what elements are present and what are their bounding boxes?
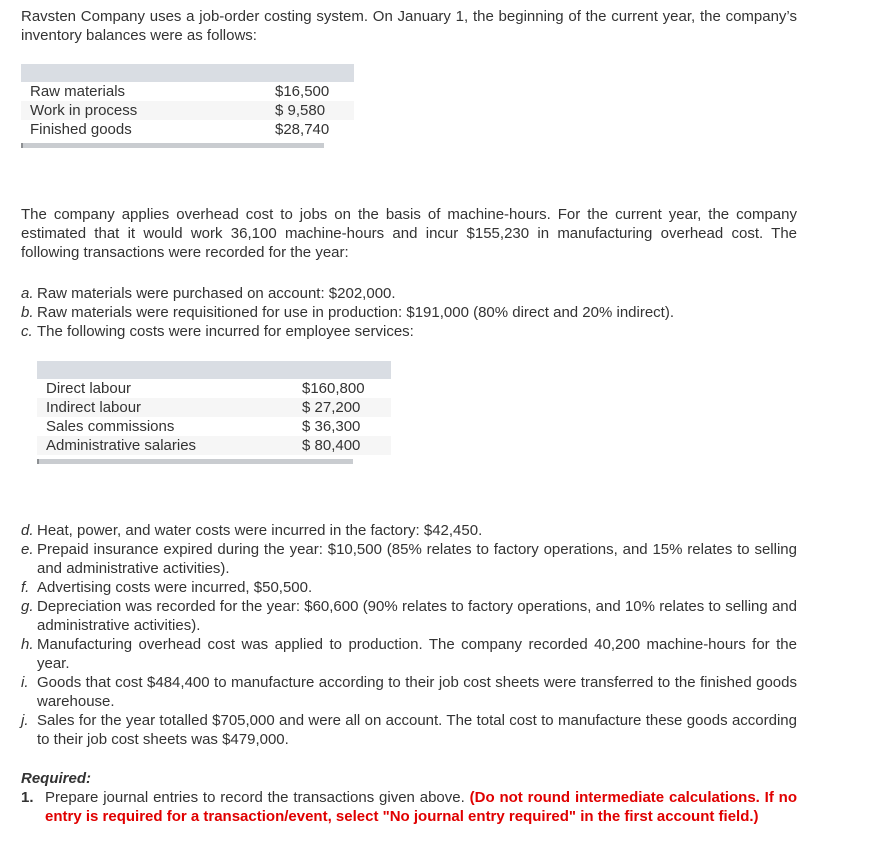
row-label: Finished goods — [30, 121, 132, 138]
item-key: f. — [21, 579, 30, 596]
item-text: Raw materials were purchased on account: $202,000. — [37, 285, 396, 302]
item-key: i. — [21, 674, 29, 691]
row-value: $ 27,200 — [302, 399, 361, 416]
item-text: Sales for the year totalled $705,000 and were all on account. The total cost to manufacture these goods according to their job cost sheets was $479,000. — [37, 712, 797, 748]
row-label: Sales commissions — [46, 418, 175, 435]
item-text: Manufacturing overhead cost was applied to production. The company recorded 40,200 machine-hours for the year. — [37, 636, 797, 672]
required-item — [21, 788, 797, 826]
transactions-list-2 — [21, 521, 797, 749]
list-item — [21, 578, 797, 597]
table-row — [21, 101, 354, 120]
item-key: j. — [21, 712, 29, 729]
row-label: Work in process — [30, 102, 138, 119]
row-label: Administrative salaries — [46, 437, 197, 454]
required-text: Prepare journal entries to record the transactions given above. — [45, 789, 465, 806]
list-item — [21, 635, 797, 673]
item-text: The following costs were incurred for employee services: — [37, 323, 414, 340]
item-text: Heat, power, and water costs were incurred in the factory: $42,450. — [37, 522, 483, 539]
row-label: Raw materials — [30, 83, 126, 100]
item-key: h. — [21, 636, 34, 653]
inventory-table — [21, 64, 354, 148]
table-footer — [37, 459, 353, 464]
item-key: e. — [21, 541, 34, 558]
item-text: Depreciation was recorded for the year: $60,600 (90% relates to factory operations, and 10% relates to selling and administrative activities). — [37, 598, 797, 634]
item-key: c. — [21, 323, 33, 340]
row-value: $ 9,580 — [275, 102, 326, 119]
table-header — [21, 64, 354, 82]
item-text: Goods that cost $484,400 to manufacture according to their job cost sheets were transferred to the finished goods warehouse. — [37, 674, 797, 710]
table-row — [21, 82, 354, 101]
table-row — [37, 379, 391, 398]
table-row — [37, 436, 391, 455]
intro-paragraph: Ravsten Company uses a job-order costing system. On January 1, the beginning of the current year, the company’s inventory balances were as follows: — [21, 8, 797, 44]
list-item — [21, 711, 797, 749]
item-key: d. — [21, 522, 34, 539]
table-row — [21, 120, 354, 139]
item-key: a. — [21, 285, 34, 302]
required-title: Required: — [21, 770, 92, 787]
list-item — [21, 540, 797, 578]
item-key: g. — [21, 598, 34, 615]
required-note: (Do not round intermediate calculations. If no entry is required for a transaction/event, select "No journal entry required" in the first account field.) — [45, 789, 797, 825]
table-row — [37, 398, 391, 417]
row-value: $ 80,400 — [302, 437, 361, 454]
item-text: Prepaid insurance expired during the year: $10,500 (85% relates to factory operations, and 15% relates to selling and administrative activities). — [37, 541, 797, 577]
required-number: 1. — [21, 789, 34, 806]
row-label: Direct labour — [46, 380, 132, 397]
list-item — [21, 597, 797, 635]
row-value: $16,500 — [275, 83, 330, 100]
item-key: b. — [21, 304, 34, 321]
item-text: Advertising costs were incurred, $50,500. — [37, 579, 313, 596]
row-value: $ 36,300 — [302, 418, 361, 435]
list-item — [21, 322, 797, 341]
item-text: Raw materials were requisitioned for use in production: $191,000 (80% direct and 20% indirect). — [37, 304, 675, 321]
transactions-list-1 — [21, 284, 797, 341]
table-header — [37, 361, 391, 379]
row-value: $160,800 — [302, 380, 365, 397]
required-body — [45, 788, 797, 826]
row-value: $28,740 — [275, 121, 330, 138]
employee-costs-table — [37, 361, 391, 464]
row-label: Indirect labour — [46, 399, 142, 416]
overhead-paragraph: The company applies overhead cost to jobs on the basis of machine-hours. For the current year, the company estimated that it would work 36,100 machine-hours and incur $155,230 in manufacturing overhead cost. The following transactions were recorded for the year: — [21, 206, 797, 261]
list-item — [21, 673, 797, 711]
list-item — [21, 284, 797, 303]
table-row — [37, 417, 391, 436]
list-item — [21, 521, 797, 540]
table-footer — [21, 143, 324, 148]
list-item — [21, 303, 797, 322]
